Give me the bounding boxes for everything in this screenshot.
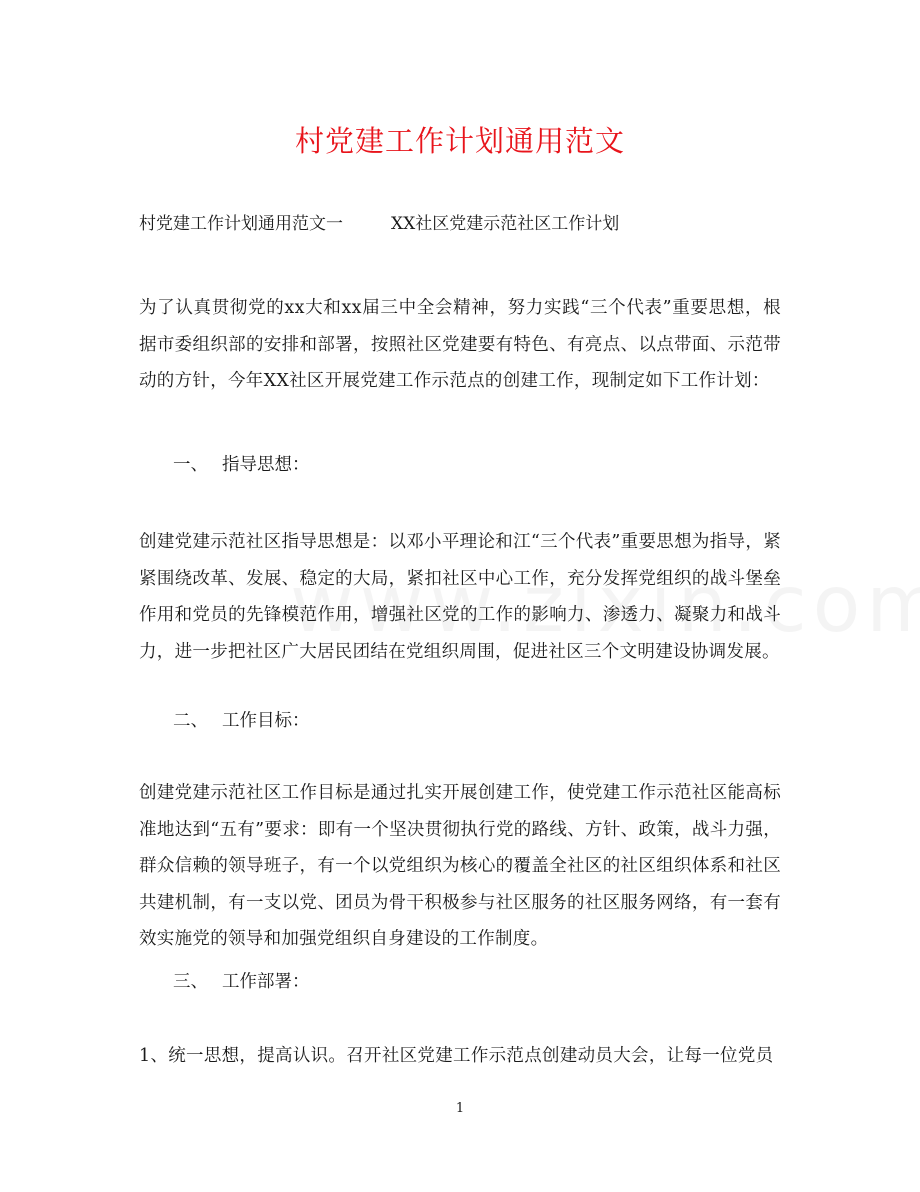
document-title: 村党建工作计划通用范文 <box>294 124 625 158</box>
section-body-2: 创建党建示范社区工作目标是通过扎实开展创建工作，使党建工作示范社区能高标准地达到“五有”要求：即有一个坚决贯彻执行党的路线、方针、政策，战斗力强，群众信赖的领导班子，有一个以党组织为核心的覆盖全社区的社区组织体系和社区共建机制，有一支以党、团员为骨干积极参与社区服务的社区服务网络，有一套有效实施党的领导和加强党组织自身建设的工作制度。 <box>139 783 781 949</box>
section-title-1: 指导思想： <box>222 455 310 475</box>
intro-paragraph: 为了认真贯彻党的xx大和xx届三中全会精神，努力实践“三个代表”重要思想，根据市委组织部的安排和部署，按照社区党建要有特色、有亮点、以点带面、示范带动的方针，今年XX社区开展党建工作示范点的创建工作，现制定如下工作计划： <box>139 298 781 391</box>
section-heading-3 <box>173 967 310 997</box>
section-number-3: 三、 <box>173 972 208 992</box>
section-body-1: 创建党建示范社区指导思想是：以邓小平理论和江“三个代表”重要思想为指导，紧紧围绕改革、发展、稳定的大局，紧扣社区中心工作，充分发挥党组织的战斗堡垒作用和党员的先锋模范作用，增强社区党的工作的影响力、渗透力、凝聚力和战斗力，进一步把社区广大居民团结在党组织周围，促进社区三个文明建设协调发展。 <box>139 532 781 662</box>
section-number-1: 一、 <box>173 455 208 475</box>
section-title-3: 工作部署： <box>222 972 310 992</box>
section-heading-1 <box>173 450 310 480</box>
section-body-3: 1、统一思想，提高认识。召开社区党建工作示范点创建动员大会，让每一位党员 <box>139 1046 774 1066</box>
section-number-2: 二、 <box>173 711 208 731</box>
page-number: 1 <box>455 1101 465 1116</box>
subtitle-part-b: XX社区党建示范社区工作计划 <box>391 214 620 234</box>
section-title-2: 工作目标： <box>222 711 310 731</box>
subtitle-part-a: 村党建工作计划通用范文一 <box>139 214 343 234</box>
document-subtitle <box>139 212 619 236</box>
section-heading-2 <box>173 706 310 736</box>
